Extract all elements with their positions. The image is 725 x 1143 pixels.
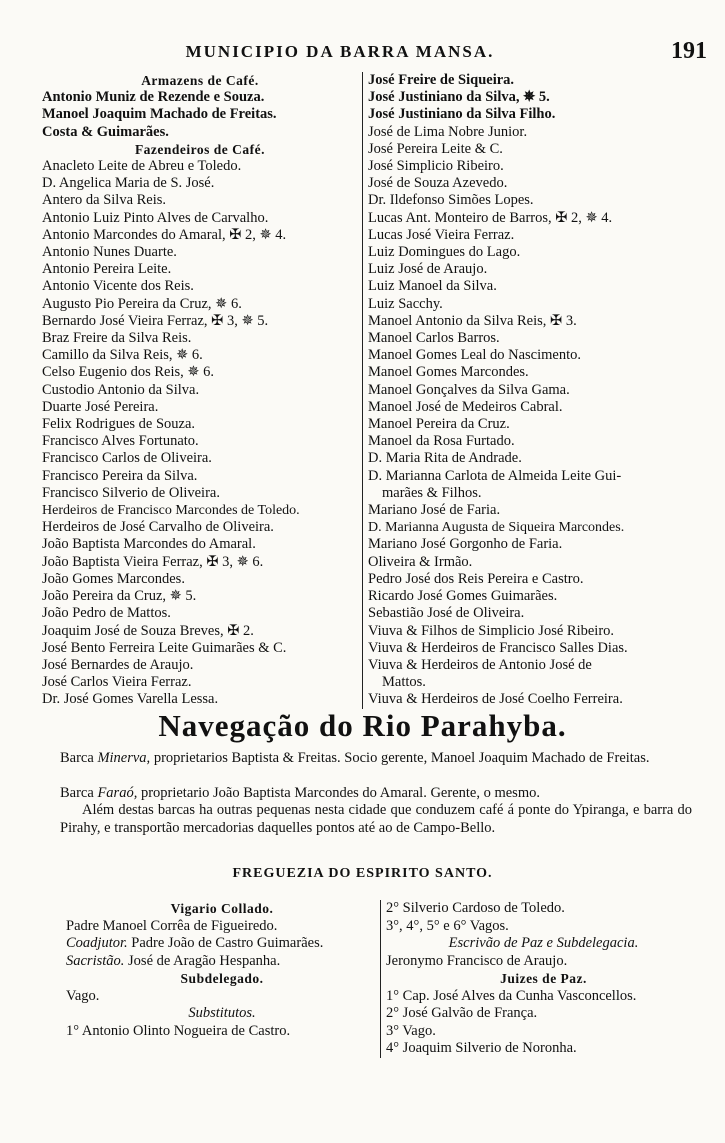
paragraph-lead: Barca [60,750,98,766]
list-item: Antero da Silva Reis. [42,192,167,209]
list-item: Manoel Joaquim Machado de Freitas. [42,106,277,123]
list-item: José de Souza Azevedo. [368,175,508,192]
list-item: Joaquim José de Souza Breves, ✠ 2. [42,622,254,639]
list-item: Manoel Gomes Leal do Nascimento. [368,347,582,364]
sacristao-line [66,953,378,971]
page-number: 191 [671,38,707,64]
list-item: José Pereira Leite & C. [368,140,503,157]
list-item: Francisco Alves Fortunato. [42,433,199,450]
list-item: Lucas José Vieira Ferraz. [368,226,515,243]
armazens-heading: Armazens de Café. [141,73,259,88]
running-head: MUNICIPIO DA BARRA MANSA. [185,42,495,61]
paragraph-minerva [60,750,692,768]
list-item: Ricardo José Gomes Guimarães. [368,588,558,605]
list-item: José Bernardes de Araujo. [42,656,194,673]
list-item: D. Maria Rita de Andrade. [368,450,522,467]
list-item: Dr. José Gomes Varella Lessa. [42,691,219,708]
list-item: Oliveira & Irmão. [368,553,473,570]
list-item: Antonio Nunes Duarte. [42,244,177,261]
list-item-continued: Mattos. [382,674,426,691]
list-item: Herdeiros de José Carvalho de Oliveira. [42,519,274,536]
list-item: Camillo da Silva Reis, ✵ 6. [42,347,203,364]
list-item: Custodio Antonio da Silva. [42,381,200,398]
sacristao-label: Sacristão. [66,952,125,969]
list-item: Manoel da Rosa Furtado. [368,433,515,450]
list-item: Mariano José de Faria. [368,502,501,519]
list-item: João Baptista Marcondes do Amaral. [42,536,256,553]
list-item: José Bento Ferreira Leite Guimarães & C. [42,639,287,656]
list-item: Viuva & Filhos de Simplicio José Ribeiro. [368,622,615,639]
list-item: Antonio Pereira Leite. [42,261,172,278]
coadjutor-line [66,935,378,953]
list-item: João Baptista Vieira Ferraz, ✠ 3, ✵ 6. [42,553,264,570]
coadjutor-value: Padre João de Castro Guimarães. [127,935,324,951]
list-item: Duarte José Pereira. [42,398,159,415]
boat-name: Faraó, [97,785,138,801]
list-item: José Carlos Vieira Ferraz. [42,674,192,691]
list-item: Viuva & Herdeiros de José Coelho Ferreira. [368,691,623,708]
list-item: Manoel Pereira da Cruz. [368,416,510,433]
list-item: Manoel Gonçalves da Silva Gama. [368,381,570,398]
list-item: Bernardo José Vieira Ferraz, ✠ 3, ✵ 5. [42,312,269,329]
list-item: Pedro José dos Reis Pereira e Castro. [368,570,584,587]
list-item: Manoel Carlos Barros. [368,330,500,347]
list-item: José Freire de Siqueira. [368,72,515,88]
paragraph-lead: Barca [60,785,98,801]
section-title: Navegação do Rio Parahyba. [158,708,567,743]
list-item: Antonio Muniz de Rezende e Souza. [42,89,265,106]
left-column [42,72,358,709]
list-item: Luiz Domingues do Lago. [368,244,521,261]
paragraph-outras-barcas: Além destas barcas ha outras pequenas nesta cidade que conduzem café á ponte do Ypiranga, e barra do Pirahy, e transportão mercadorias daquelles pontos até ao de Campo-Bello. [60,802,692,836]
substitutos-heading: Substitutos. [188,1005,256,1021]
list-item: Manoel Gomes Marcondes. [368,364,529,381]
substitutos-vagos: 3°, 4°, 5° e 6° Vagos. [386,917,509,934]
list-item: Francisco Carlos de Oliveira. [42,450,212,467]
list-item-continued: marães & Filhos. [382,484,482,501]
list-item: João Pedro de Mattos. [42,605,171,622]
list-item: Mariano José Gorgonho de Faria. [368,536,563,553]
list-item: Celso Eugenio dos Reis, ✵ 6. [42,364,215,381]
list-item: Dr. Ildefonso Simões Lopes. [368,192,534,209]
list-item: José Simplicio Ribeiro. [368,158,504,175]
substituto-2: 2° Silverio Cardoso de Toledo. [386,900,565,916]
juiz-item: 4° Joaquim Silverio de Noronha. [386,1040,577,1056]
juizes-heading: Juizes de Paz. [500,971,587,986]
freguezia-title: FREGUEZIA DO ESPIRITO SANTO. [232,866,493,881]
list-item: Manoel José de Medeiros Cabral. [368,398,563,415]
coadjutor-label: Coadjutor. [66,935,128,951]
vigario-name: Padre Manoel Corrêa de Figueiredo. [66,917,278,934]
list-item: José Justiniano da Silva, ✵ 5. [368,89,550,106]
list-item: Braz Freire da Silva Reis. [42,330,192,347]
list-item: D. Angelica Maria de S. José. [42,175,215,192]
list-item: Antonio Vicente dos Reis. [42,278,194,295]
list-item: Augusto Pio Pereira da Cruz, ✵ 6. [42,295,242,312]
list-item: Antonio Luiz Pinto Alves de Carvalho. [42,209,269,226]
list-item: D. Marianna Augusta de Siqueira Marcondes. [368,520,625,536]
sacristao-value: José de Aragão Hespanha. [124,952,281,969]
page-header [0,38,725,68]
freguezia-left-column [66,900,378,1040]
vigario-heading: Vigario Collado. [170,901,274,916]
boat-name: Minerva, [97,750,151,766]
freguezia-right-column [380,900,701,1058]
list-item: Sebastião José de Oliveira. [368,605,525,622]
list-item: Manoel Antonio da Silva Reis, ✠ 3. [368,312,577,329]
list-item: José de Lima Nobre Junior. [368,123,528,140]
right-column [362,72,698,709]
list-item: Herdeiros de Francisco Marcondes de Toledo. [42,503,300,519]
substituto-1: 1° Antonio Olinto Nogueira de Castro. [66,1022,291,1039]
list-item: Luiz José de Araujo. [368,261,488,278]
list-item: Anacleto Leite de Abreu e Toledo. [42,158,242,175]
juiz-item: 1° Cap. José Alves da Cunha Vasconcellos. [386,987,637,1004]
list-item: Viuva & Herdeiros de Francisco Salles Dias. [368,639,628,656]
juiz-item: 3° Vago. [386,1022,436,1039]
list-item: D. Marianna Carlota de Almeida Leite Gui- [368,467,622,484]
juiz-item: 2° José Galvão de França. [386,1005,538,1021]
list-item: Antonio Marcondes do Amaral, ✠ 2, ✵ 4. [42,226,287,243]
list-item: João Pereira da Cruz, ✵ 5. [42,588,197,605]
list-item: Luiz Sacchy. [368,295,443,312]
list-item: Francisco Silverio de Oliveira. [42,484,220,501]
list-item: Luiz Manoel da Silva. [368,278,497,295]
paragraph-text: proprietarios Baptista & Freitas. Socio gerente, Manoel Joaquim Machado de Freitas. [150,750,650,766]
escrivao-heading: Escrivão de Paz e Subdelegacia. [448,935,639,951]
list-item: José Justiniano da Silva Filho. [368,106,556,123]
list-item: Francisco Pereira da Silva. [42,467,198,484]
list-item: Lucas Ant. Monteiro de Barros, ✠ 2, ✵ 4. [368,209,613,226]
list-item: João Gomes Marcondes. [42,570,185,587]
escrivao-name: Jeronymo Francisco de Araujo. [386,952,568,969]
paragraph-text: proprietario João Baptista Marcondes do Amaral. Gerente, o mesmo. [137,785,540,801]
paragraph-farao [60,785,692,803]
list-item: Costa & Guimarães. [42,123,169,140]
list-item: Felix Rodrigues de Souza. [42,416,196,433]
list-item: Viuva & Herdeiros de Antonio José de [368,656,592,673]
subdelegado-value: Vago. [66,987,100,1004]
fazendeiros-heading: Fazendeiros de Café. [134,141,266,157]
subdelegado-heading: Subdelegado. [180,971,264,986]
